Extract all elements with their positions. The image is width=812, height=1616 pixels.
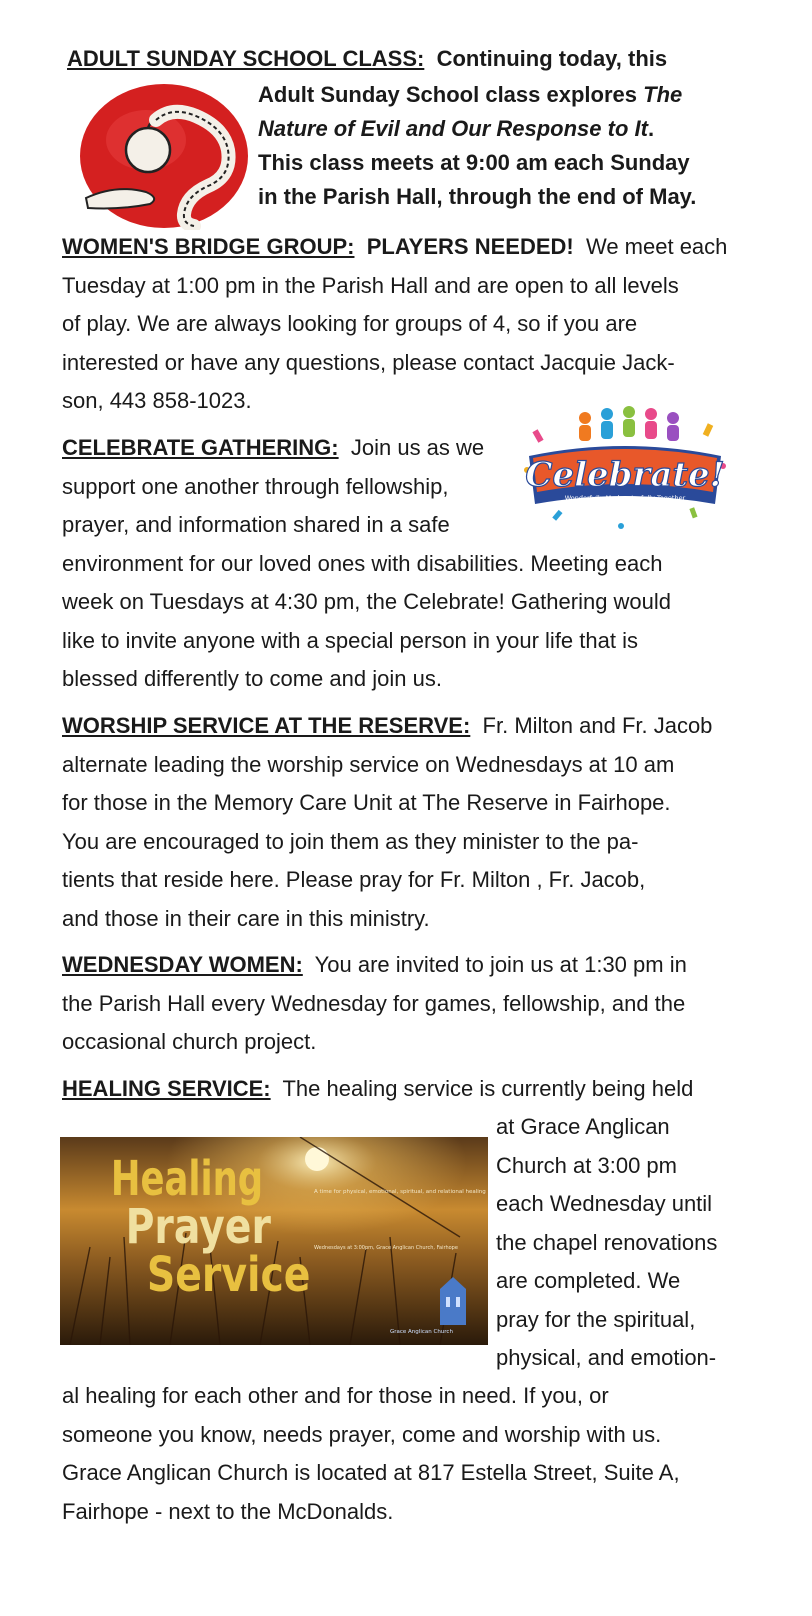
adult-line-5: in the Parish Hall, through the end of May.: [258, 184, 697, 209]
bridge-heading: WOMEN'S BRIDGE GROUP:: [62, 234, 355, 259]
adult-line-2: Adult Sunday School class explores: [258, 82, 637, 107]
adult-body: Adult Sunday School class explores The Nature of Evil and Our Response to It. This class meets at 9:00 am each Sunday in the Parish Hall, through the end of May.: [258, 78, 696, 214]
healing-side-text: [496, 1108, 717, 1378]
adult-title-b: Nature of Evil and Our Response to It: [258, 116, 648, 141]
people-icon: [579, 406, 679, 441]
reserve-line: and those in their care in this ministry.: [62, 905, 430, 931]
celebrate-line: prayer, and information shared in a safe: [62, 512, 450, 537]
reserve-heading: WORSHIP SERVICE AT THE RESERVE:: [62, 713, 471, 738]
healing-side-line: the chapel renovations: [496, 1229, 718, 1255]
reserve-line: for those in the Memory Care Unit at The Reserve in Fairhope.: [62, 790, 671, 815]
celebrate-line: like to invite anyone with a special person in your life that is: [62, 627, 638, 653]
wednesday-line: occasional church project.: [62, 1029, 317, 1054]
celebrate-logo-text: Celebrate!: [525, 455, 725, 495]
bridge-emph: PLAYERS NEEDED!: [366, 234, 574, 259]
healing-heading: HEALING SERVICE:: [62, 1076, 271, 1101]
reserve-line: You are encouraged to join them as they minister to the pa-: [62, 828, 639, 854]
celebrate-logo-tagline: Wonderfully Made • Joyfully Together: [564, 494, 686, 502]
wednesday-line: the Parish Hall every Wednesday for games, fellowship, and the: [62, 990, 686, 1016]
healing-side-line: each Wednesday until: [496, 1191, 713, 1216]
celebrate-line: environment for our loved ones with disabilities. Meeting each: [62, 550, 663, 576]
celebrate-heading: CELEBRATE GATHERING:: [62, 435, 339, 460]
healing-line: Grace Anglican Church is located at 817 Estella Street, Suite A,: [62, 1460, 680, 1485]
adult-line-4: This class meets at 9:00 am each Sunday: [258, 150, 690, 175]
poster-word-3: Service: [146, 1247, 311, 1304]
celebrate-line: support one another through fellowship,: [62, 473, 449, 499]
reserve-section: WORSHIP SERVICE AT THE RESERVE: Fr. Milton and Fr. Jacob alternate leading the worship service on Wednesdays at 10 am for those in the Memory Care Unit at The Reserve in Fairhope. You are encouraged to join them as they minister to the pa- tients that reside here. Please pray for Fr. Milton , Fr. Jacob, and those in their care in this ministry.: [62, 707, 712, 938]
reserve-line: tients that reside here. Please pray for Fr. Milton , Fr. Jacob,: [62, 867, 646, 892]
adult-section: [67, 40, 667, 79]
bridge-line: of play. We are always looking for groups of 4, so if you are: [62, 311, 638, 336]
celebrate-line: blessed differently to come and join us.: [62, 666, 442, 691]
celebrate-line: week on Tuesdays at 4:30 pm, the Celebrate! Gathering would: [62, 589, 672, 614]
poster-word-2: Prayer: [125, 1199, 271, 1256]
reserve-line: alternate leading the worship service on Wednesdays at 10 am: [62, 751, 675, 777]
wednesday-section: WEDNESDAY WOMEN: You are invited to join us at 1:30 pm in the Parish Hall every Wednesday for games, fellowship, and the occasional church project.: [62, 946, 687, 1062]
healing-side-line: Church at 3:00 pm: [496, 1152, 677, 1178]
poster-word-1: Healing: [110, 1151, 264, 1208]
bridge-line: son, 443 858-1023.: [62, 388, 252, 413]
healing-line: al healing for each other and for those in need. If you, or: [62, 1383, 609, 1408]
bridge-section: WOMEN'S BRIDGE GROUP: PLAYERS NEEDED! We meet each Tuesday at 1:00 pm in the Parish Hall and are open to all levels of play. We are always looking for groups of 4, so if you are interested or have any questions, please contact Jacquie Jack- son, 443 858-1023.: [62, 228, 727, 421]
serpent-apple-image: [76, 80, 248, 230]
healing-section: HEALING SERVICE: The healing service is currently being held: [62, 1076, 694, 1101]
healing-side-line: pray for the spiritual,: [496, 1306, 696, 1332]
bridge-line: interested or have any questions, please contact Jacquie Jack-: [62, 349, 675, 375]
bridge-line: Tuesday at 1:00 pm in the Parish Hall and are open to all levels: [62, 272, 679, 298]
poster-detail: Wednesdays at 3:00pm, Grace Anglican Church, Fairhope: [314, 1245, 458, 1251]
healing-side-line: are completed. We: [496, 1268, 681, 1293]
healing-side-line: physical, and emotion-: [496, 1345, 717, 1370]
healing-poster-image: [60, 1137, 488, 1345]
healing-line: Fairhope - next to the McDonalds.: [62, 1498, 394, 1524]
poster-logo-text: Grace Anglican Church: [390, 1329, 453, 1335]
adult-heading: ADULT SUNDAY SCHOOL CLASS:: [67, 46, 425, 71]
adult-title-a: The: [643, 82, 683, 107]
healing-side-line: at Grace Anglican: [496, 1114, 670, 1139]
adult-line-1: Continuing today, this: [436, 46, 668, 71]
celebrate-logo: [515, 400, 735, 536]
healing-line: someone you know, needs prayer, come and worship with us.: [62, 1421, 662, 1447]
wednesday-heading: WEDNESDAY WOMEN:: [62, 952, 303, 977]
healing-body: [62, 1377, 680, 1531]
poster-tagline: A time for physical, emotional, spiritual, and relational healing: [314, 1189, 486, 1195]
celebrate-section: CELEBRATE GATHERING: Join us as we support one another through fellowship, prayer, and information shared in a safe environment for our loved ones with disabilities. Meeting each week on Tuesdays at 4:30 pm, the Celebrate! Gathering would like to invite anyone with a special person in your life that is blessed differently to come and join us.: [62, 429, 671, 699]
